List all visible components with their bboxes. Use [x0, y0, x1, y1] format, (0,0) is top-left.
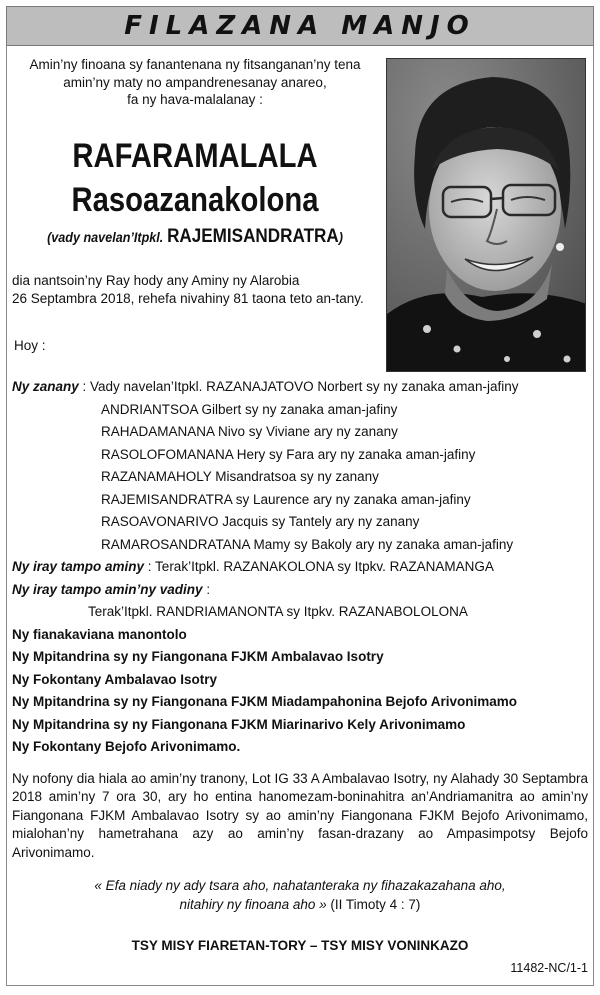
- spouse-sibling-colon: :: [202, 581, 211, 597]
- sibling-line: [12, 558, 494, 576]
- death-announcement: [12, 272, 382, 308]
- child-line: RAZANAMAHOLY Misandratsoa sy ny zanany: [101, 469, 379, 484]
- spouse-line: [29, 226, 362, 248]
- sibling-label: Ny iray tampo aminy: [12, 559, 145, 574]
- children-first: : Vady navelan’Itpkl. RAZANAJATOVO Norbert sy ny zanaka aman-jafiny: [78, 379, 519, 394]
- intro-text: [10, 56, 380, 109]
- intro-line: amin’ny maty no ampandrenesanay anareo,: [63, 74, 327, 90]
- intro-line: Amin’ny finoana sy fanantenana ny fitsanganan’ny tena: [29, 57, 361, 72]
- bible-verse: [12, 876, 588, 914]
- funeral-details: Ny nofony dia hiala ao amin’ny tranony, Lot IG 33 A Ambalavao Isotry, ny Alahady 30 Septambra 2018 amin’ny 7 ora 30, ary ho entina hanomezam-boninahitra an’Andriamanitra ao amin’ny Fiangonana FJKM Ambalavao Isotry sy ao amin’ny Fiangonana FJKM Bejofo Arivonimamo, mialohan’ny hametrahana azy ao amin’ny fasan-drazany ao Ampasimpotsy Bejofo Arivonimamo.: [12, 771, 588, 860]
- verse-line-2: [12, 895, 588, 914]
- children-first-line: [12, 378, 518, 396]
- group-line: Ny Fokontany Ambalavao Isotry: [12, 671, 218, 687]
- spouse-sibling-text: Terak’Itpkl. RANDRIAMANONTA sy Itpkv. RAZANABOLOLONA: [88, 604, 468, 619]
- portrait-icon: [387, 59, 586, 372]
- children-label: Ny zanany: [12, 379, 79, 394]
- spouse-name: RAJEMISANDRATRA: [167, 226, 339, 247]
- group-line: Ny Mpitandrina sy ny Fiangonana FJKM Miarinarivo Kely Arivonimamo: [12, 716, 466, 732]
- spouse-suffix: ): [338, 229, 343, 245]
- spouse-sibling-label: Ny iray tampo amin’ny vadiny: [12, 581, 203, 597]
- child-line: RAHADAMANANA Nivo sy Viviane ary ny zanany: [101, 424, 398, 439]
- child-line: ANDRIANTSOA Gilbert sy ny zanaka aman-jafiny: [101, 401, 398, 417]
- spouse-sibling-line: [12, 581, 210, 599]
- greeting: Hoy :: [14, 338, 46, 353]
- child-line: RAMAROSANDRATANA Mamy sy Bakoly ary ny zanaka aman-jafiny: [101, 536, 514, 552]
- header-title: FILAZANA MANJO: [124, 11, 476, 41]
- sibling-text: : Terak’Itpkl. RAZANAKOLONA sy Itpkv. RAZANAMANGA: [144, 559, 494, 574]
- death-line: dia nantsoin’ny Ray hody any Aminy ny Alarobia: [12, 273, 300, 288]
- verse-reference: (II Timoty 4 : 7): [326, 897, 421, 912]
- portrait-photo: [386, 58, 586, 372]
- header-banner: [6, 6, 594, 46]
- footer-notice: TSY MISY FIARETAN-TORY – TSY MISY VONINKAZO: [131, 938, 469, 953]
- deceased-given-name: Rasoazanakolona: [71, 181, 319, 219]
- group-line: Ny Mpitandrina sy ny Fiangonana FJKM Ambalavao Isotry: [12, 649, 384, 664]
- child-line: RASOAVONARIVO Jacquis sy Tantely ary ny zanany: [101, 514, 420, 529]
- group-line: Ny fianakaviana manontolo: [12, 626, 187, 642]
- child-line: RAJEMISANDRATRA sy Laurence ary ny zanaka aman-jafiny: [101, 491, 471, 507]
- spouse-prefix: (vady navelan’Itpkl.: [47, 229, 164, 245]
- verse-line: « Efa niady ny ady tsara aho, nahatanteraka ny fihazakazahana aho,: [94, 878, 506, 893]
- group-line: Ny Fokontany Bejofo Arivonimamo.: [12, 739, 241, 754]
- child-line: RASOLOFOMANANA Hery sy Fara ary ny zanaka aman-jafiny: [101, 446, 476, 462]
- intro-line: fa ny hava-malalanay :: [127, 92, 263, 107]
- deceased-surname: RAFARAMALALA: [72, 137, 318, 175]
- group-line: Ny Mpitandrina sy ny Fiangonana FJKM Miadampahonina Bejofo Arivonimamo: [12, 694, 518, 709]
- reference-code: 11482-NC/1-1: [510, 961, 588, 975]
- death-line: 26 Septambra 2018, rehefa nivahiny 81 taona teto an-tany.: [12, 291, 364, 306]
- verse-text: nitahiry ny finoana aho »: [179, 897, 327, 912]
